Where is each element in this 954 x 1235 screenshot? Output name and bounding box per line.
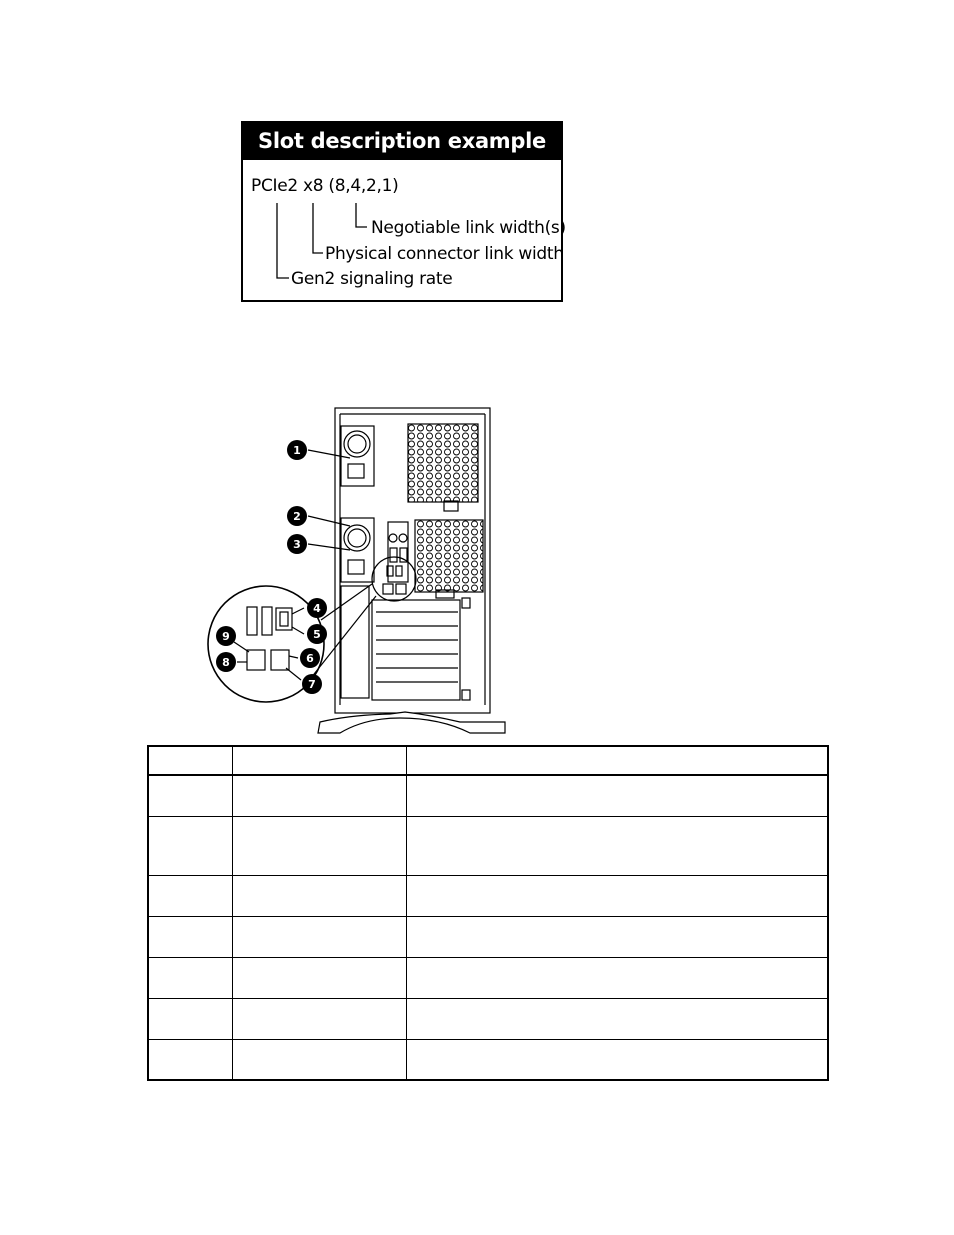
callout-4 xyxy=(307,598,327,618)
table-cell xyxy=(406,957,828,998)
callout-negotiable-link-width: Negotiable link width(s) xyxy=(371,218,566,238)
table-row xyxy=(148,998,828,1039)
table-cell xyxy=(148,875,232,916)
table-cell xyxy=(232,1039,406,1080)
slot-example-code: PCIe2 x8 (8,4,2,1) xyxy=(251,176,399,196)
svg-text:5: 5 xyxy=(313,628,321,641)
table-cell xyxy=(232,875,406,916)
callout-gen2-signaling-rate: Gen2 signaling rate xyxy=(291,269,453,289)
callout-7 xyxy=(302,674,322,694)
table-cell xyxy=(232,775,406,816)
table-cell xyxy=(406,1039,828,1080)
table-cell xyxy=(406,916,828,957)
table-row xyxy=(148,1039,828,1080)
table-cell xyxy=(148,775,232,816)
svg-text:4: 4 xyxy=(313,602,321,615)
table-cell xyxy=(406,816,828,875)
svg-text:8: 8 xyxy=(222,656,230,669)
table-cell xyxy=(148,998,232,1039)
callout-8 xyxy=(216,652,236,672)
table-row xyxy=(148,875,828,916)
table-cell xyxy=(232,957,406,998)
callout-1 xyxy=(287,440,307,460)
table-header-cell xyxy=(148,746,232,775)
table-cell xyxy=(232,916,406,957)
svg-text:3: 3 xyxy=(293,538,301,551)
server-rear-panel-figure xyxy=(200,400,510,735)
table-cell xyxy=(232,998,406,1039)
callout-physical-connector-link-width: Physical connector link width xyxy=(325,244,564,264)
svg-text:9: 9 xyxy=(222,630,230,643)
table-row xyxy=(148,816,828,875)
table-cell xyxy=(148,916,232,957)
table-cell xyxy=(406,998,828,1039)
callout-3 xyxy=(287,534,307,554)
svg-text:7: 7 xyxy=(308,678,316,691)
callout-2 xyxy=(287,506,307,526)
table-cell xyxy=(148,816,232,875)
callout-9 xyxy=(216,626,236,646)
table-cell xyxy=(406,875,828,916)
table-header-row xyxy=(148,746,828,775)
svg-text:1: 1 xyxy=(293,444,301,457)
table-cell xyxy=(232,816,406,875)
table-cell xyxy=(148,957,232,998)
table-header-cell xyxy=(232,746,406,775)
component-table xyxy=(147,745,829,1081)
callout-5 xyxy=(307,624,327,644)
table-cell xyxy=(406,775,828,816)
table-cell xyxy=(148,1039,232,1080)
table-row xyxy=(148,957,828,998)
table-row xyxy=(148,916,828,957)
table-header-cell xyxy=(406,746,828,775)
slot-description-example xyxy=(241,121,566,302)
slot-example-title: Slot description example xyxy=(243,123,561,160)
svg-text:6: 6 xyxy=(306,652,314,665)
callout-6 xyxy=(300,648,320,668)
table-row xyxy=(148,775,828,816)
svg-text:2: 2 xyxy=(293,510,301,523)
